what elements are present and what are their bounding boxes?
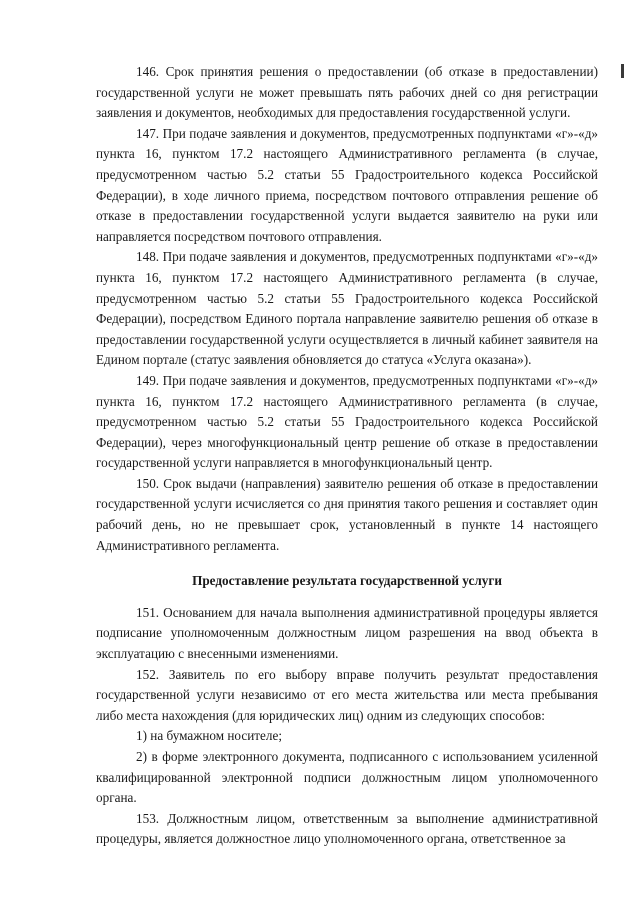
- paragraph-147: 147. При подаче заявления и документов, предусмотренных подпунктами «г»-«д» пункта 16, пунктом 17.2 настоящего Административного регламента (в случае, предусмотренном частью 5.2 статьи 55 Градостроительного кодекса Российской Федерации), в ходе личного приема, посредством почтового отправления решение об отказе в предоставлении государственной услуги выдается заявителю на руки или направляется посредством почтового отправления.: [96, 125, 598, 244]
- paragraph-149: 149. При подаче заявления и документов, предусмотренных подпунктами «г»-«д» пункта 16, пунктом 17.2 настоящего Административного регламента (в случае, предусмотренном частью 5.2 статьи 55 Градостроительного кодекса Российской Федерации), через многофункциональный центр решение об отказе в предоставлении государственной услуги направляется в многофункциональный центр.: [96, 372, 598, 471]
- list-item-paper: 1) на бумажном носителе;: [136, 728, 282, 744]
- document-body: [96, 62, 598, 850]
- paragraph-152: 152. Заявитель по его выбору вправе получить результат предоставления государственной услуги независимо от его места жительства или места пребывания либо места нахождения (для юридических лиц) одним из следующих способов:: [96, 666, 598, 723]
- paragraph-148: 148. При подаче заявления и документов, предусмотренных подпунктами «г»-«д» пункта 16, пунктом 17.2 настоящего Административного регламента (в случае, предусмотренном частью 5.2 статьи 55 Градостроительного кодекса Российской Федерации), посредством Единого портала направление заявителю решения об отказе в предоставлении государственной услуги осуществляется в личный кабинет заявителя на Едином портале (статус заявления обновляется до статуса «Услуга оказана»).: [96, 249, 598, 368]
- paragraph-146: 146. Срок принятия решения о предоставлении (об отказе в предоставлении) государственной услуги не может превышать пять рабочих дней со дня регистрации заявления и документов, необходимых для предоставления государственной услуги.: [96, 64, 598, 121]
- paragraph-153: 153. Должностным лицом, ответственным за выполнение административной процедуры, является должностное лицо уполномоченного органа, ответственное за: [96, 810, 598, 847]
- paragraph-151: 151. Основанием для начала выполнения административной процедуры является подписание уполномоченным должностным лицом разрешения на ввод объекта в эксплуатацию с внесенными изменениями.: [96, 604, 598, 662]
- scan-edge-mark: [621, 64, 624, 78]
- section-heading: Предоставление результата государственной услуги: [192, 573, 502, 589]
- list-item-electronic: 2) в форме электронного документа, подписанного с использованием усиленной квалифицированной электронной подписи должностным лицом уполномоченного органа.: [96, 749, 598, 806]
- paragraph-150: 150. Срок выдачи (направления) заявителю решения об отказе в предоставлении государственной услуги исчисляется со дня принятия такого решения и составляет один рабочий день, но не превышает срок, установленный в пункте 14 настоящего Административного регламента.: [96, 475, 598, 553]
